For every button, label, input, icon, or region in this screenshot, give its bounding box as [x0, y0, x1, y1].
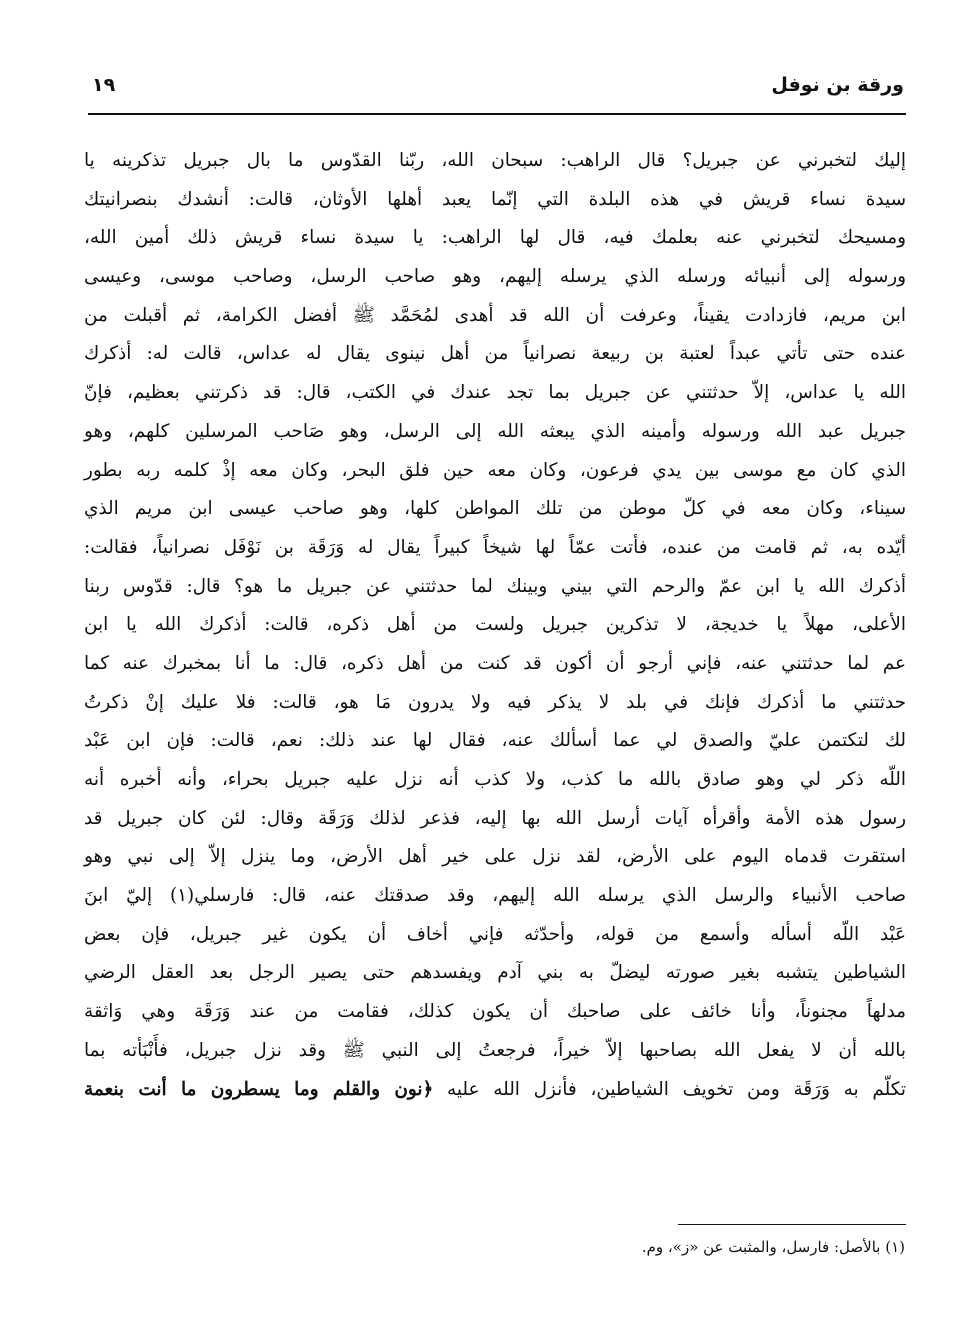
text-line: رسول هذه الأمة وأقرأه آيات أرسل الله بها إليه، فذعر لذلك وَرَقَة وقال: لئن كان جبريل قد: [84, 807, 906, 829]
text-line: بالله أن لا يفعل الله بصاحبها إلاّ خيراً، فرجعتُ إلى النبي ﷺ وقد نزل جبريل، فأَنْبَأته بما: [84, 1039, 906, 1061]
text-line: صاحب الأنبياء والرسل الذي يرسله الله إليهم، وقد صدقتك عنه، قال: فارسلي(١) إليّ ابنَ: [84, 885, 906, 907]
text-line: عم لما حدثتني عنه، فإني أرجو أن أكون قد كنت من أهل ذكره، قال: ما أنا بمخبرك عنه كما: [84, 652, 906, 674]
text-line: سيناء، وكان معه في كلّ موطن من تلك المواطن كلها، وهو صاحب عيسى ابن مريم الذي: [84, 498, 906, 520]
text-line: مدلهاً مجنوناً، وأنا خائف على صاحبك أن يكون كذلك، فقامت من عند وَرَقَة وهي وَاثقة: [84, 1001, 906, 1023]
text-line: عنده حتى تأتي عبداً لعتبة بن ربيعة نصرانياً من أهل نينوى يقال له عداس، قالت له: أذكرك: [84, 343, 906, 365]
text-line: اللّه ذكر لي وهو صادق بالله ما كذب، ولا كذب أنه نزل عليه جبريل بحراء، وأنه أخبره أنه: [84, 769, 906, 790]
text-line: الأعلى، مهلاً يا خديجة، لا تذكرين جبريل ولست من أهل ذكره، قالت: أذكرك الله يا ابن: [84, 614, 906, 636]
running-title: ورقة بن نوفل: [771, 74, 904, 96]
body-text: [84, 142, 906, 1109]
text-line: ورسوله إلى أنبيائه ورسله الذي يرسله إليهم، وهو صاحب الرسل، وصاحب موسى، وعيسى: [84, 266, 906, 288]
text-line: لك لتكتمن عليّ والصدق لي عما أسألك عنه، فقال لها عند ذلك: نعم، قالت: فإن ابن عَبْد: [84, 730, 906, 752]
text-line: جبريل عبد الله ورسوله وأمينه الذي يبعثه الله إلى الرسل، وهو صَاحب المرسلين كلهم، وهو: [84, 420, 906, 442]
text-line: الشياطين يتشبه بغير صورته ليضلّ به بني آدم ويفسدهم حتى يصير الرجل بعد العقل الرضي: [84, 962, 906, 984]
page-header: [88, 70, 904, 110]
last-line-plain: تكلّم به وَرَقَة ومن تخويف الشياطين، فأنزل الله عليه: [433, 1078, 906, 1100]
footnote-rule: [678, 1224, 906, 1225]
text-line: الذي كان مع موسى بين يدي فرعون، وكان معه حين فلق البحر، وكان معه إذْ كلمه ربه بطور: [84, 459, 906, 481]
text-line: إليك لتخبرني عن جبريل؟ قال الراهب: سبحان الله، ربّنا القدّوس ما بال جبريل تذكرينه يا: [84, 150, 906, 171]
text-line: سيدة نساء قريش في هذه البلدة التي إنّما يعبد أهلها الأوثان، قالت: أنشدك بنصرانيتك: [84, 188, 906, 210]
page-number: ١٩: [92, 74, 116, 96]
text-line: استقرت قدماه اليوم على الأرض، لقد نزل على خير أهل الأرض، وما ينزل إلاّ إلى نبي وهو: [84, 846, 906, 868]
header-rule: [88, 113, 906, 115]
text-line: حدثتني ما أذكرك فإنك في بلد لا يذكر فيه ولا يدرون مَا هو، قالت: فلا عليك إنْ ذكرتُ: [84, 691, 906, 713]
text-line: ومسيحك لتخبرني عنه بعلمك فيه، قال لها الراهب: يا سيدة نساء قريش ذلك أمين الله،: [84, 227, 906, 249]
text-line: أيّده به، ثم قامت من عنده، فأتت عمّاً لها شيخاً كبيراً يقال له وَرَقَة بن نَوْفَل نصرانياً، فقالت:: [84, 536, 906, 558]
footnote: (١) بالأصل: فارسل، والمثبت عن «ز»، وم.: [641, 1238, 905, 1256]
text-line-last: [84, 1071, 906, 1110]
quran-quote: ﴿نون والقلم وما يسطرون ما أنت بنعمة: [84, 1078, 434, 1100]
text-line: الله يا عداس، إلاّ حدثتني عن جبريل بما تجد عندك في الكتب، قال: قد ذكرتني بعظيم، فإنّ: [84, 382, 906, 404]
text-line: أذكرك الله يا ابن عمّ والرحم التي بيني وبينك لما حدثتني عن جبريل ما هو؟ قال: قدّوس ربنا: [84, 575, 906, 597]
text-line: ابن مريم، فازدادت يقيناً، وعرفت أن الله قد أهدى لمُحَمَّد ﷺ أفضل الكرامة، ثم أقبلت من: [84, 304, 906, 326]
text-line: عَبْد اللّه أسأله وأسمع من قوله، وأحدّثه فإني أخاف أن يكون غير جبريل، فإن بعض: [84, 923, 907, 945]
